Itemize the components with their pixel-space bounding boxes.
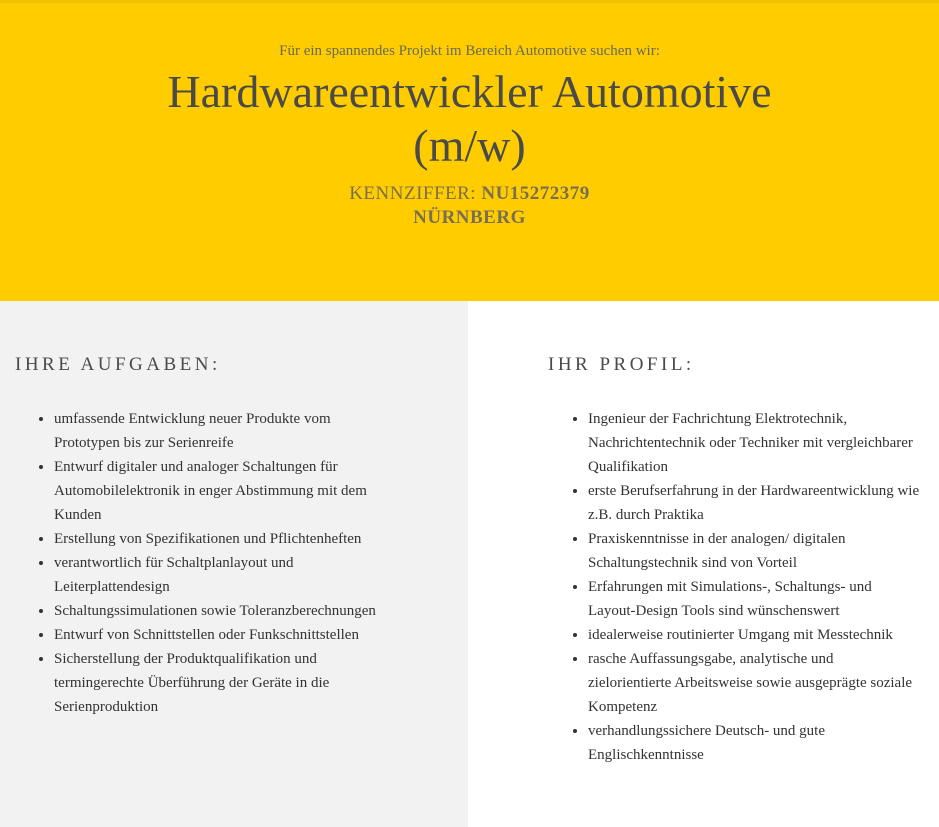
reference-label: KENNZIFFER:	[349, 183, 477, 204]
tasks-heading: IHRE AUFGABEN:	[15, 354, 221, 375]
list-item: • Praxiskenntnisse in der analogen/ digitalen Schaltungstechnik sind von Vorteil	[588, 527, 920, 575]
list-item: • umfassende Entwicklung neuer Produkte vom Prototypen bis zur Serienreife	[54, 407, 394, 455]
list-item: • Entwurf von Schnittstellen oder Funkschnittstellen	[54, 623, 394, 647]
job-location: NÜRNBERG	[413, 207, 526, 228]
list-item: • Schaltungssimulationen sowie Toleranzberechnungen	[54, 599, 394, 623]
list-item: • Sicherstellung der Produktqualifikation und termingerechte Überführung der Geräte in die Serienproduktion	[54, 647, 394, 719]
list-item: • rasche Auffassungsgabe, analytische und zielorientierte Arbeitsweise sowie ausgeprägte soziale Kompetenz	[588, 647, 920, 719]
intro-text: Für ein spannendes Projekt im Bereich Automotive suchen wir:	[279, 43, 660, 59]
list-item: • Entwurf digitaler und analoger Schaltungen für Automobilelektronik in enger Abstimmung mit dem Kunden	[54, 455, 394, 527]
list-item: • idealerweise routinierter Umgang mit Messtechnik	[588, 623, 920, 647]
profile-list	[548, 407, 920, 767]
list-item: • erste Berufserfahrung in der Hardwareentwicklung wie z.B. durch Praktika	[588, 479, 920, 527]
list-item: • Erstellung von Spezifikationen und Pflichtenheften	[54, 527, 394, 551]
header-banner	[0, 0, 939, 301]
profile-section	[468, 301, 939, 827]
list-item: • verhandlungssichere Deutsch- und gute Englischkenntnisse	[588, 719, 920, 767]
job-title: Hardwareentwickler Automotive (m/w)	[167, 66, 772, 171]
profile-heading: IHR PROFIL:	[548, 354, 695, 375]
list-item: • verantwortlich für Schaltplanlayout und Leiterplattendesign	[54, 551, 394, 599]
list-item: • Erfahrungen mit Simulations-, Schaltungs- und Layout-Design Tools sind wünschenswert	[588, 575, 920, 623]
reference-code: NU15272379	[481, 183, 590, 204]
tasks-list	[14, 407, 394, 719]
reference-line	[0, 183, 939, 205]
tasks-section	[0, 301, 468, 827]
list-item: • Ingenieur der Fachrichtung Elektrotechnik, Nachrichtentechnik oder Techniker mit vergleichbarer Qualifikation	[588, 407, 920, 479]
